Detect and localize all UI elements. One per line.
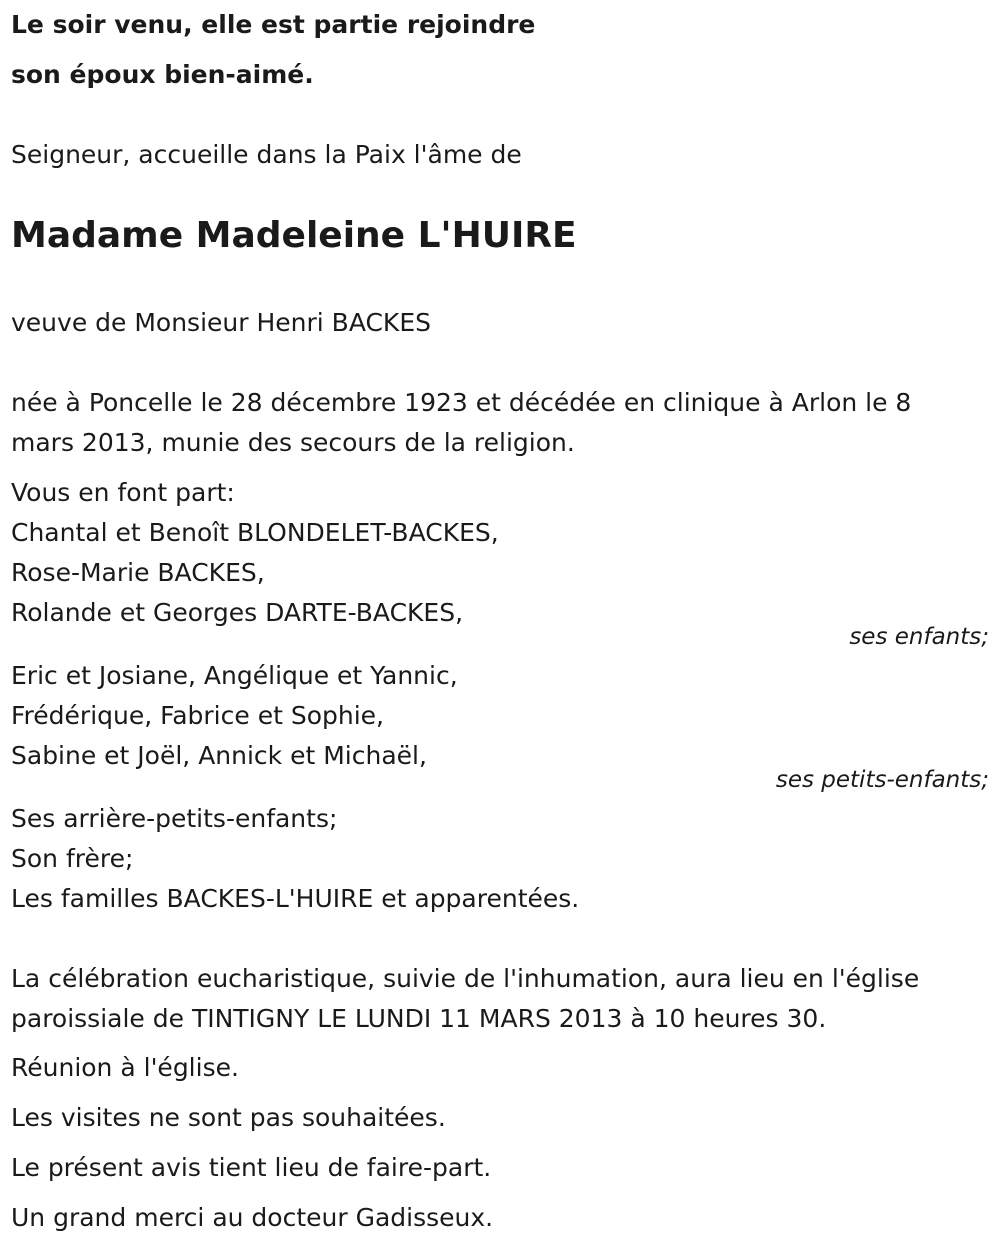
birth-death-line-2: mars 2013, munie des secours de la religion.	[11, 428, 575, 457]
ceremony-note-4: Un grand merci au docteur Gadisseux.	[11, 1203, 494, 1232]
grandchild-entry-2: Frédérique, Fabrice et Sophie,	[11, 701, 384, 730]
ceremony-note-3: Le présent avis tient lieu de faire-part.	[11, 1153, 492, 1182]
grandchild-entry-3: Sabine et Joël, Annick et Michaël,	[11, 741, 427, 770]
grandchildren-label: ses petits-enfants;	[775, 767, 989, 793]
child-entry-3: Rolande et Georges DARTE-BACKES,	[11, 598, 464, 627]
ceremony-line-1: La célébration eucharistique, suivie de l'inhumation, aura lieu en l'église	[11, 964, 920, 993]
other-relatives-2: Son frère;	[11, 844, 134, 873]
other-relatives-3: Les familles BACKES-L'HUIRE et apparentées.	[11, 884, 580, 913]
children-label: ses enfants;	[849, 624, 989, 650]
ceremony-note-1: Réunion à l'église.	[11, 1053, 239, 1082]
deceased-name: Madame Madeleine L'HUIRE	[11, 215, 577, 256]
birth-death-line-1: née à Poncelle le 28 décembre 1923 et décédée en clinique à Arlon le 8	[11, 388, 912, 417]
opening-quote-line-2: son époux bien-aimé.	[11, 60, 314, 89]
ceremony-line-2: paroissiale de TINTIGNY LE LUNDI 11 MARS 2013 à 10 heures 30.	[11, 1004, 827, 1033]
child-entry-1: Chantal et Benoît BLONDELET-BACKES,	[11, 518, 499, 547]
announcement-intro: Vous en font part:	[11, 478, 235, 507]
child-entry-2: Rose-Marie BACKES,	[11, 558, 265, 587]
other-relatives-1: Ses arrière-petits-enfants;	[11, 804, 338, 833]
grandchild-entry-1: Eric et Josiane, Angélique et Yannic,	[11, 661, 458, 690]
opening-quote-line-1: Le soir venu, elle est partie rejoindre	[11, 10, 536, 39]
ceremony-note-2: Les visites ne sont pas souhaitées.	[11, 1103, 446, 1132]
widow-of-text: veuve de Monsieur Henri BACKES	[11, 308, 431, 337]
invocation-text: Seigneur, accueille dans la Paix l'âme de	[11, 140, 522, 169]
